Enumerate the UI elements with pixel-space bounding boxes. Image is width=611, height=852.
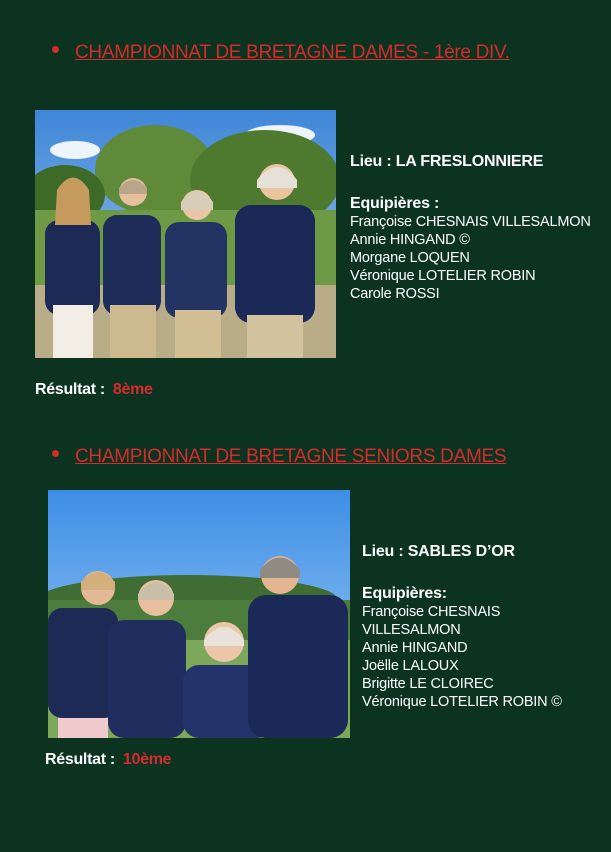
member-item: Morgane LOQUEN xyxy=(350,250,470,266)
result-label: Résultat : xyxy=(45,751,115,768)
section-title-text: CHAMPIONNAT DE BRETAGNE SENIORS DAMES xyxy=(75,446,507,467)
equipieres-heading: Equipières: xyxy=(362,585,447,602)
member-item: Carole ROSSI xyxy=(350,286,440,302)
info-block-dames xyxy=(350,153,591,303)
team-photo-dames-image xyxy=(35,110,336,358)
result-value: 8ème xyxy=(112,381,153,398)
member-item: Brigitte LE CLOIREC xyxy=(362,676,494,692)
member-item: Annie HINGAND © xyxy=(350,232,470,248)
lieu-text: Lieu : SABLES D’OR xyxy=(362,543,515,560)
section-title-text: CHAMPIONNAT DE BRETAGNE DAMES - 1ère DIV. xyxy=(75,42,510,63)
lieu-text: Lieu : LA FRESLONNIERE xyxy=(350,153,544,170)
bullet-icon xyxy=(52,46,59,53)
member-item: Véronique LOTELIER ROBIN © xyxy=(362,694,562,710)
result-value: 10ème xyxy=(122,751,172,768)
section-title-dames-1ere-div[interactable] xyxy=(52,42,510,64)
team-photo-dames xyxy=(35,110,336,358)
info-block-seniors xyxy=(362,543,562,711)
member-item: Françoise CHESNAIS xyxy=(362,604,501,620)
member-item: Françoise CHESNAIS VILLESALMON xyxy=(350,214,591,230)
member-item: VILLESALMON xyxy=(362,622,461,638)
result-seniors xyxy=(45,751,171,769)
member-item: Véronique LOTELIER ROBIN xyxy=(350,268,536,284)
section-title-seniors-dames[interactable] xyxy=(52,446,506,468)
team-photo-seniors xyxy=(48,490,350,738)
bullet-icon xyxy=(52,450,59,457)
equipieres-heading: Equipières : xyxy=(350,195,440,212)
result-dames xyxy=(35,381,153,399)
member-item: Joëlle LALOUX xyxy=(362,658,459,674)
result-label: Résultat : xyxy=(35,381,105,398)
team-photo-seniors-image xyxy=(48,490,350,738)
member-item: Annie HINGAND xyxy=(362,640,468,656)
